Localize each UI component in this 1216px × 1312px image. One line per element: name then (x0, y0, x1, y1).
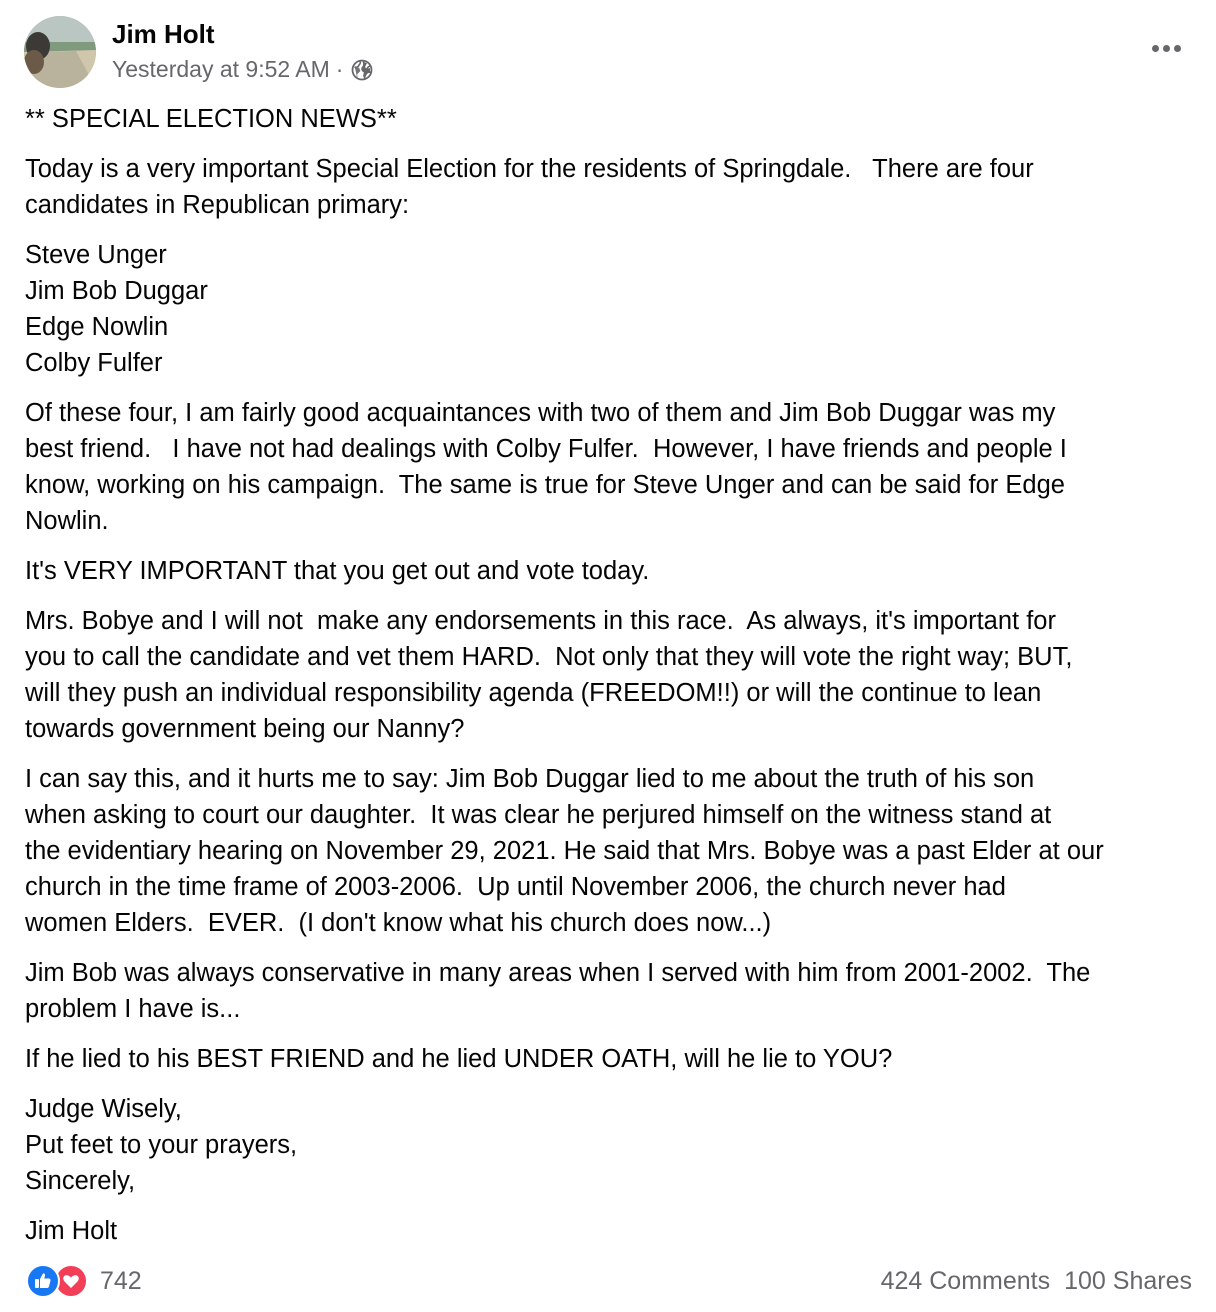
post-body (25, 101, 1197, 1263)
post-footer (24, 1262, 1192, 1298)
post-text-line: will they push an individual responsibility agenda (FREEDOM!!) or will the continue to lean (25, 679, 1042, 707)
post-text-line: candidates in Republican primary: (25, 191, 410, 219)
post-paragraph (25, 151, 1197, 223)
post-text-line: Nowlin. (25, 507, 109, 535)
post-text-line: church in the time frame of 2003-2006. Up until November 2006, the church never had (25, 873, 1006, 901)
post-paragraph (25, 1213, 1197, 1249)
post-text-line: ** SPECIAL ELECTION NEWS** (25, 105, 397, 133)
more-options-button[interactable] (1146, 30, 1186, 66)
post-text-line: Judge Wisely, (25, 1095, 182, 1123)
post-paragraph (25, 237, 1197, 381)
post-text-line: best friend. I have not had dealings with Colby Fulfer. However, I have friends and people I (25, 435, 1067, 463)
post-text-line: the evidentiary hearing on November 29, 2021. He said that Mrs. Bobye was a past Elder at our (25, 837, 1104, 865)
post-text-line: Edge Nowlin (25, 313, 169, 341)
post-text-line: Colby Fulfer (25, 349, 163, 377)
post-text-line: problem I have is... (25, 995, 241, 1023)
like-icon (26, 1264, 60, 1298)
shares-count-link[interactable]: 100 Shares (1064, 1267, 1192, 1295)
post-text-line: Steve Unger (25, 241, 167, 269)
post-text-line: Of these four, I am fairly good acquaintances with two of them and Jim Bob Duggar was my (25, 399, 1056, 427)
post-text-line: you to call the candidate and vet them HARD. Not only that they will vote the right way; BUT, (25, 643, 1073, 671)
more-options-icon-dot (1174, 45, 1181, 52)
stats-spacer (1050, 1264, 1064, 1298)
post-text-line: women Elders. EVER. (I don't know what his church does now...) (25, 909, 772, 937)
post-text-line: It's VERY IMPORTANT that you get out and vote today. (25, 557, 650, 585)
post-text-line: Jim Holt (25, 1217, 118, 1245)
avatar[interactable] (24, 16, 96, 88)
post-text-line: when asking to court our daughter. It was clear he perjured himself on the witness stand at (25, 801, 1052, 829)
reactions-summary[interactable] (26, 1264, 142, 1298)
avatar-photo (24, 16, 96, 88)
post-paragraph (25, 553, 1197, 589)
more-options-icon-dot (1163, 45, 1170, 52)
post-text-line: Today is a very important Special Election for the residents of Springdale. There are four (25, 155, 1034, 183)
post-paragraph (25, 1041, 1197, 1077)
comments-count-link[interactable]: 424 Comments (880, 1267, 1051, 1295)
post-text-line: If he lied to his BEST FRIEND and he lied UNDER OATH, will he lie to YOU? (25, 1045, 893, 1073)
post-header (24, 16, 1194, 88)
post-paragraph (25, 1091, 1197, 1199)
author-name[interactable]: Jim Holt (112, 19, 215, 49)
post-text-line: Jim Bob Duggar (25, 277, 208, 305)
more-options-icon (1152, 45, 1159, 52)
post-meta (112, 54, 373, 84)
globe-icon[interactable] (351, 58, 373, 80)
post-text-line: Put feet to your prayers, (25, 1131, 298, 1159)
post-stats (881, 1264, 1192, 1298)
post-text-line: Mrs. Bobye and I will not make any endorsements in this race. As always, it's important for (25, 607, 1056, 635)
post-text-line: Sincerely, (25, 1167, 136, 1195)
post-paragraph (25, 101, 1197, 137)
post-text-line: towards government being our Nanny? (25, 715, 465, 743)
post-text-line: I can say this, and it hurts me to say: Jim Bob Duggar lied to me about the truth of his son (25, 765, 1035, 793)
post-paragraph (25, 603, 1197, 747)
post-timestamp[interactable]: Yesterday at 9:52 AM (112, 56, 330, 82)
post-paragraph (25, 955, 1197, 1027)
post-text-line: know, working on his campaign. The same is true for Steve Unger and can be said for Edge (25, 471, 1065, 499)
meta-separator: · (335, 56, 344, 82)
post-text-line: Jim Bob was always conservative in many areas when I served with him from 2001-2002. The (25, 959, 1091, 987)
reaction-count: 742 (100, 1267, 142, 1295)
post-paragraph (25, 761, 1197, 941)
post-paragraph (25, 395, 1197, 539)
